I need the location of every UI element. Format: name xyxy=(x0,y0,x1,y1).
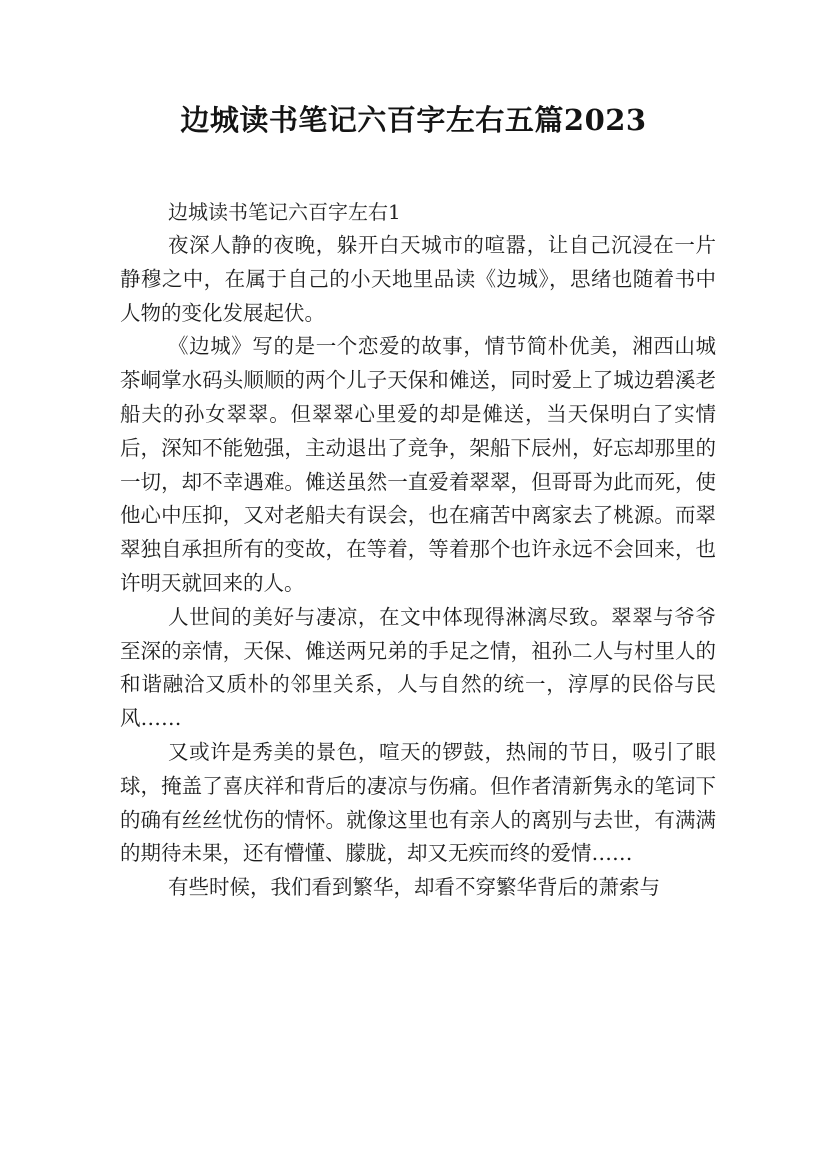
paragraph-4: 又或许是秀美的景色，喧天的锣鼓，热闹的节日，吸引了眼球，掩盖了喜庆祥和背后的凄凉与伤痛。但作者清新隽永的笔词下的确有丝丝忧伤的情怀。就像这里也有亲人的离别与去世，有满满的期待未果，还有懵懂、朦胧，却又无疾而终的爱情…… xyxy=(120,739,716,866)
document-title: 边城读书笔记六百字左右五篇2023 xyxy=(180,103,647,137)
paragraph-5: 有些时候，我们看到繁华，却看不穿繁华背后的萧索与 xyxy=(168,875,660,900)
paragraph-1: 夜深人静的夜晚，躲开白天城市的喧嚣，让自己沉浸在一片静穆之中，在属于自己的小天地里品读《边城》，思绪也随着书中人物的变化发展起伏。 xyxy=(120,233,716,325)
paragraph-3: 人世间的美好与凄凉，在文中体现得淋漓尽致。翠翠与爷爷至深的亲情，天保、傩送两兄弟的手足之情，祖孙二人与村里人的和谐融洽又质朴的邻里关系，人与自然的统一，淳厚的民俗与民风…… xyxy=(120,604,716,731)
document-body xyxy=(120,196,716,905)
section-heading: 边城读书笔记六百字左右1 xyxy=(168,200,401,224)
paragraph-2: 《边城》写的是一个恋爱的故事，情节简朴优美，湘西山城茶峒掌水码头顺顺的两个儿子天保和傩送，同时爱上了城边碧溪老船夫的孙女翠翠。但翠翠心里爱的却是傩送，当天保明白了实情后，深知不能勉强，主动退出了竞争，架船下辰州，好忘却那里的一切，却不幸遇难。傩送虽然一直爱着翠翠，但哥哥为此而死，使他心中压抑，又对老船夫有误会，也在痛苦中离家去了桃源。而翠翠独自承担所有的变故，在等着，等着那个也许永远不会回来，也许明天就回来的人。 xyxy=(120,334,716,595)
